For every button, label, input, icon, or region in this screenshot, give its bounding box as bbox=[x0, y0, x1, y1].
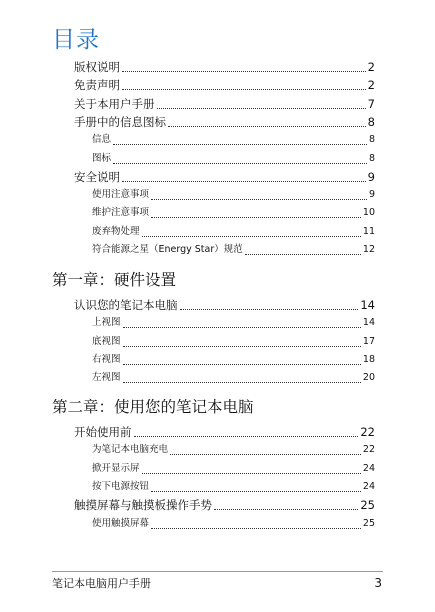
toc-entry-label: 为笔记本电脑充电 bbox=[92, 444, 169, 455]
toc-entry[interactable] bbox=[74, 496, 375, 514]
toc-entry-label: 右视图 bbox=[92, 354, 121, 365]
dot-leader bbox=[142, 235, 361, 237]
dot-leader bbox=[122, 70, 366, 72]
toc-entry-label: 符合能源之星（Energy Star）规范 bbox=[92, 244, 243, 255]
toc-subentry[interactable] bbox=[92, 515, 375, 533]
toc-page-number: 17 bbox=[362, 336, 375, 347]
toc-page-number: 11 bbox=[362, 226, 375, 237]
dot-leader bbox=[151, 490, 361, 492]
dot-leader bbox=[245, 253, 361, 255]
chapter-heading: 第二章：使用您的笔记本电脑 bbox=[52, 398, 254, 416]
toc-entry-label: 认识您的笔记本电脑 bbox=[74, 298, 178, 312]
toc-entry-label: 按下电源按钮 bbox=[92, 481, 150, 492]
toc-entry-label: 图标 bbox=[92, 153, 112, 164]
toc-entry-label: 废弃物处理 bbox=[92, 226, 140, 237]
toc-page-number: 22 bbox=[360, 425, 375, 439]
toc-subentry[interactable] bbox=[92, 351, 375, 369]
dot-leader bbox=[142, 472, 361, 474]
toc-entry-label: 使用触摸屏幕 bbox=[92, 518, 150, 529]
toc-subentry[interactable] bbox=[92, 186, 375, 204]
dot-leader bbox=[151, 216, 361, 218]
toc-entry-label: 掀开显示屏 bbox=[92, 463, 140, 474]
toc-page-number: 10 bbox=[362, 207, 375, 218]
toc-page-number: 9 bbox=[367, 170, 375, 184]
toc-page-number: 24 bbox=[362, 481, 375, 492]
toc-page-number: 7 bbox=[367, 97, 375, 111]
dot-leader bbox=[123, 381, 361, 383]
toc-page-number: 2 bbox=[367, 60, 375, 74]
chapter-heading: 第一章：硬件设置 bbox=[52, 271, 177, 289]
toc-subentry[interactable] bbox=[92, 223, 375, 241]
toc-entry-label: 版权说明 bbox=[74, 60, 120, 74]
dot-leader bbox=[122, 88, 366, 90]
toc-subentry[interactable] bbox=[92, 478, 375, 496]
toc-subentry[interactable] bbox=[92, 460, 375, 478]
dot-leader bbox=[151, 198, 367, 200]
dot-leader bbox=[168, 125, 366, 127]
dot-leader bbox=[180, 308, 359, 310]
toc-entry[interactable] bbox=[74, 76, 375, 94]
toc-entry-label: 安全说明 bbox=[74, 170, 120, 184]
toc-entry-label: 维护注意事项 bbox=[92, 207, 150, 218]
dot-leader bbox=[123, 345, 361, 347]
footer-title: 笔记本电脑用户手册 bbox=[52, 577, 151, 590]
toc-page-number: 24 bbox=[362, 463, 375, 474]
dot-leader bbox=[113, 162, 367, 164]
toc-page-number: 20 bbox=[362, 372, 375, 383]
toc-page-number: 14 bbox=[362, 317, 375, 328]
dot-leader bbox=[214, 508, 358, 510]
toc-entry-label: 手册中的信息图标 bbox=[74, 115, 166, 129]
dot-leader bbox=[122, 180, 366, 182]
toc-entry[interactable] bbox=[74, 58, 375, 76]
footer-page-number: 3 bbox=[374, 576, 382, 590]
toc-subentry[interactable] bbox=[92, 204, 375, 222]
dot-leader bbox=[170, 453, 361, 455]
toc-entry-label: 开始使用前 bbox=[74, 425, 132, 439]
toc-subentry[interactable] bbox=[92, 131, 375, 149]
toc-page-number: 22 bbox=[362, 444, 375, 455]
dot-leader bbox=[151, 527, 361, 529]
toc-entry-label: 免责声明 bbox=[74, 78, 120, 92]
dot-leader bbox=[123, 363, 361, 365]
toc-subentry[interactable] bbox=[92, 333, 375, 351]
dot-leader bbox=[123, 326, 361, 328]
toc-page-number: 8 bbox=[368, 134, 375, 145]
toc-subentry[interactable] bbox=[92, 150, 375, 168]
toc-entry[interactable] bbox=[74, 423, 375, 441]
page-title: 目录 bbox=[52, 27, 100, 53]
toc-entry-label: 使用注意事项 bbox=[92, 189, 150, 200]
toc-page-number: 2 bbox=[367, 78, 375, 92]
toc-entry-label: 信息 bbox=[92, 134, 112, 145]
toc-page-number: 12 bbox=[362, 244, 375, 255]
footer-divider bbox=[52, 571, 383, 572]
toc-entry[interactable] bbox=[74, 95, 375, 113]
toc-entry-label: 底视图 bbox=[92, 336, 121, 347]
toc-page-number: 14 bbox=[360, 298, 375, 312]
toc-subentry[interactable] bbox=[92, 241, 375, 259]
toc-entry-label: 左视图 bbox=[92, 372, 121, 383]
toc-page-number: 25 bbox=[360, 498, 375, 512]
dot-leader bbox=[157, 107, 366, 109]
toc-page-number: 25 bbox=[362, 518, 375, 529]
toc-page-number: 18 bbox=[362, 354, 375, 365]
toc-entry[interactable] bbox=[74, 113, 375, 131]
dot-leader bbox=[134, 435, 359, 437]
toc-entry[interactable] bbox=[74, 296, 375, 314]
toc-entry-label: 触摸屏幕与触摸板操作手势 bbox=[74, 498, 212, 512]
dot-leader bbox=[113, 143, 367, 145]
toc-page-number: 8 bbox=[367, 115, 375, 129]
toc-page-number: 9 bbox=[368, 189, 375, 200]
toc-subentry[interactable] bbox=[92, 314, 375, 332]
toc-subentry[interactable] bbox=[92, 441, 375, 459]
toc-page-number: 8 bbox=[368, 153, 375, 164]
toc-entry-label: 上视图 bbox=[92, 317, 121, 328]
toc-subentry[interactable] bbox=[92, 369, 375, 387]
toc-entry-label: 关于本用户手册 bbox=[74, 97, 155, 111]
toc-entry[interactable] bbox=[74, 168, 375, 186]
